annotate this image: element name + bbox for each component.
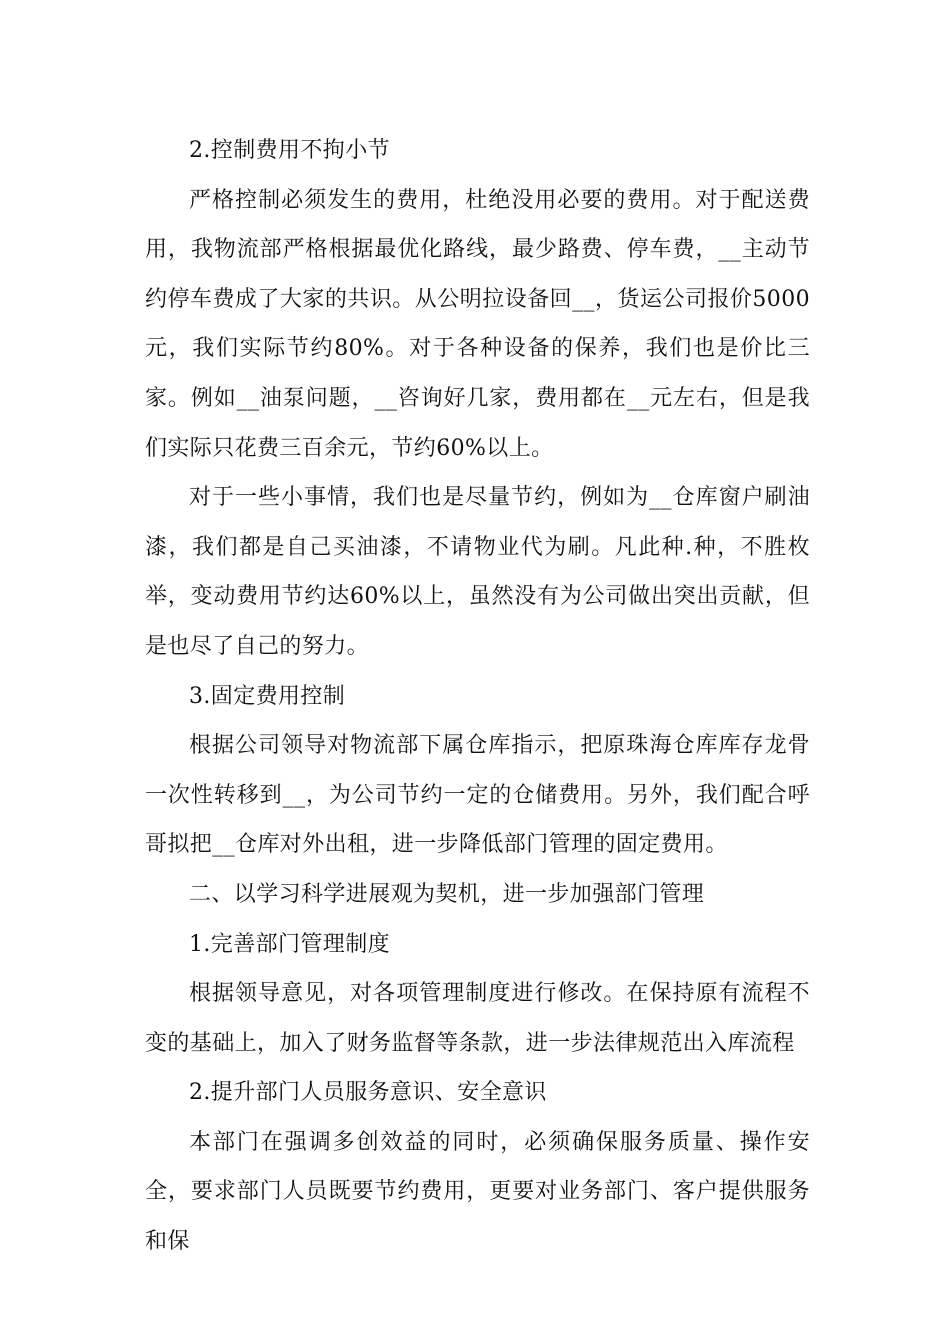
heading-service-safety-awareness: 2.提升部门人员服务意识、安全意识 [189, 1080, 547, 1106]
paragraph-service-quality: 本部门在强调多创效益的同时，必须确保服务质量、操作安全，要求部门人员既要节约费用，更要对业务部门、客户提供服务和保 [145, 1129, 810, 1255]
document-body [145, 126, 810, 1267]
heading-control-costs: 2.控制费用不拘小节 [189, 138, 390, 163]
heading-section-two: 二、以学习科学进展观为契机，进一步加强部门管理 [189, 881, 705, 907]
paragraph-revise-rules: 根据领导意见，对各项管理制度进行修改。在保持原有流程不变的基础上，加入了财务监督等条款，进一步法律规范出入库流程 [145, 981, 810, 1056]
heading-improve-management-system: 1.完善部门管理制度 [189, 931, 390, 957]
paragraph-strict-cost-control: 严格控制必须发生的费用，杜绝没用必要的费用。对于配送费用，我物流部严格根据最优化路线，最少路费、停车费，__主动节约停车费成了大家的共识。从公明拉设备回__，货运公司报价5000元，我们实际节约80%。对于各种设备的保养，我们也是价比三家。例如__油泵问题，__咨询好几家，费用都在__元左右，但是我们实际只花费三百余元，节约60%以上。 [145, 187, 810, 461]
heading-fixed-cost-control: 3.固定费用控制 [189, 683, 346, 709]
paragraph-warehouse-transfer: 根据公司领导对物流部下属仓库指示，把原珠海仓库库存龙骨一次性转移到__，为公司节约一定的仓储费用。另外，我们配合呼哥拟把__仓库对外出租，进一步降低部门管理的固定费用。 [145, 733, 810, 858]
paragraph-small-matters: 对于一些小事情，我们也是尽量节约，例如为__仓库窗户刷油漆，我们都是自己买油漆，不请物业代为刷。凡此种.种，不胜枚举，变动费用节约达60%以上，虽然没有为公司做出突出贡献，但是也尽了自己的努力。 [145, 485, 810, 659]
